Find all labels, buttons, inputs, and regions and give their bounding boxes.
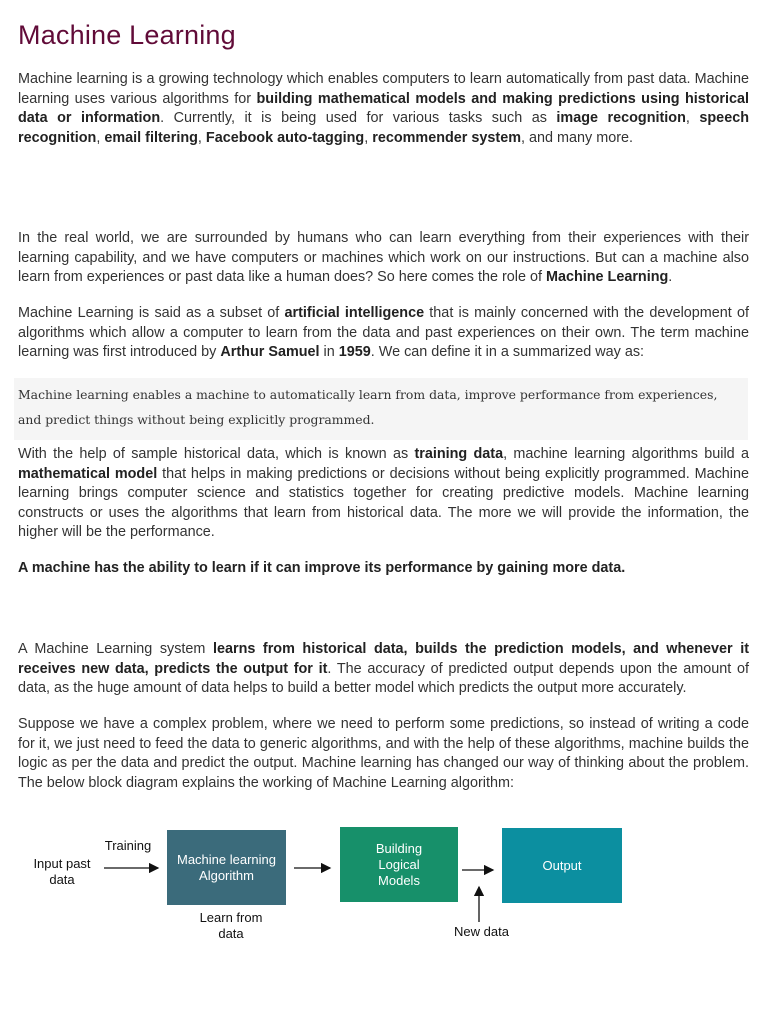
build-box-line: Logical: [378, 856, 420, 872]
system-bold: learns from historical data, builds the prediction models, and whenever it receives new data, predicts the output for it: [18, 641, 749, 677]
training-text: that helps in making predictions or decisions without being explicitly programmed. Machine learning brings computer science and statistics together for creating predictive models. Machine learning constructs or uses the algorithms that learn from historical data. The more we will provide the information, the higher will be the performance.: [18, 465, 750, 540]
real-world-paragraph: [18, 229, 749, 288]
learn-label-line: data: [218, 926, 244, 941]
ml-algorithm-box: [167, 830, 286, 905]
intro-text: Machine learning is a growing technology which enables computers to learn automatically from past data. Machine learning uses various algorithms for: [18, 71, 749, 107]
intro-text: ,: [685, 110, 700, 126]
output-box: Output: [502, 828, 622, 903]
training-text: , machine learning algorithms build a: [503, 446, 749, 462]
training-label: Training: [104, 838, 152, 853]
ml-block-diagram: [0, 820, 768, 960]
build-box-line: Building: [375, 840, 423, 856]
subset-paragraph: [18, 304, 749, 363]
intro-text: ,: [197, 129, 206, 146]
intro-bold-email-filtering: email filtering: [104, 129, 198, 146]
real-world-bold: Machine Learning: [545, 269, 669, 285]
intro-bold-facebook-auto-tagging: Facebook auto-tagging: [205, 129, 365, 146]
system-text: . The accuracy of predicted output depends upon the amount of data, as the huge amount of data helps to build a better model which predicts the output more accurately.: [18, 660, 750, 696]
intro-paragraph: [18, 70, 749, 148]
training-bold-data: training data: [414, 446, 504, 462]
subset-bold-ai: artificial intelligence: [284, 305, 425, 321]
learn-from-data-label: [186, 910, 276, 942]
suppose-paragraph: Suppose we have a complex problem, where we need to perform some predictions, so instead of writing a code for it, we just need to feed the data to generic algorithms, and with the help of these algorithms, machine builds the logic as per the data and predict the output. Machine learning has changed our way of thinking about the problem. The below block diagram explains the working of Machine Learning algorithm:: [18, 716, 749, 791]
real-world-text: .: [668, 269, 673, 285]
training-text: With the help of sample historical data, which is known as: [18, 446, 415, 462]
intro-text: . Currently, it is being used for various tasks such as: [160, 110, 557, 126]
bold-statement: A machine has the ability to learn if it can improve its performance by gaining more data.: [18, 560, 626, 576]
intro-bold-models: building mathematical models and making predictions using historical data or information: [18, 90, 749, 126]
subset-text: . We can define it in a summarized way as:: [370, 344, 645, 360]
subset-text: that is mainly concerned with the development of algorithms which allow a computer to learn from the data and past experiences on their own. The term machine learning was first introduced by: [18, 305, 749, 360]
ml-box-line: Machine learning: [176, 851, 276, 867]
input-label-line: Input past: [33, 856, 91, 871]
input-label-line: data: [49, 872, 75, 887]
intro-text: ,: [96, 129, 105, 146]
learn-label-line: Learn from: [199, 910, 263, 925]
intro-text: , and many more.: [521, 129, 633, 146]
subset-text: in: [319, 344, 339, 360]
intro-bold-recommender-system: recommender system: [372, 129, 522, 146]
ml-box-line: Algorithm: [199, 867, 254, 883]
system-paragraph: [18, 640, 749, 699]
training-paragraph: [18, 445, 749, 543]
subset-text: Machine Learning is said as a subset of: [18, 305, 285, 321]
new-data-label: New data: [454, 924, 509, 939]
subset-bold-year: 1959: [338, 344, 371, 360]
subset-bold-arthur-samuel: Arthur Samuel: [220, 344, 320, 360]
real-world-text: In the real world, we are surrounded by humans who can learn everything from their experiences with their learning capability, and we have computers or machines which work on our instructions. But can a machine also learn from experiences or past data like a human does? So here comes the role of: [18, 230, 749, 285]
intro-bold-speech-recognition: speech recognition: [18, 110, 749, 146]
intro-text: ,: [364, 129, 373, 146]
definition-quote: Machine learning enables a machine to automatically learn from data, improve performance from experiences, and predict things without being explicitly programmed.: [14, 378, 748, 440]
page-title: Machine Learning: [18, 20, 236, 50]
intro-bold-image-recognition: image recognition: [556, 110, 686, 126]
build-box-line: Models: [378, 872, 420, 888]
building-models-box: [340, 827, 458, 902]
system-text: A Machine Learning system: [18, 641, 213, 657]
training-bold-model: mathematical model: [18, 465, 158, 482]
input-past-data-label: [26, 856, 98, 888]
